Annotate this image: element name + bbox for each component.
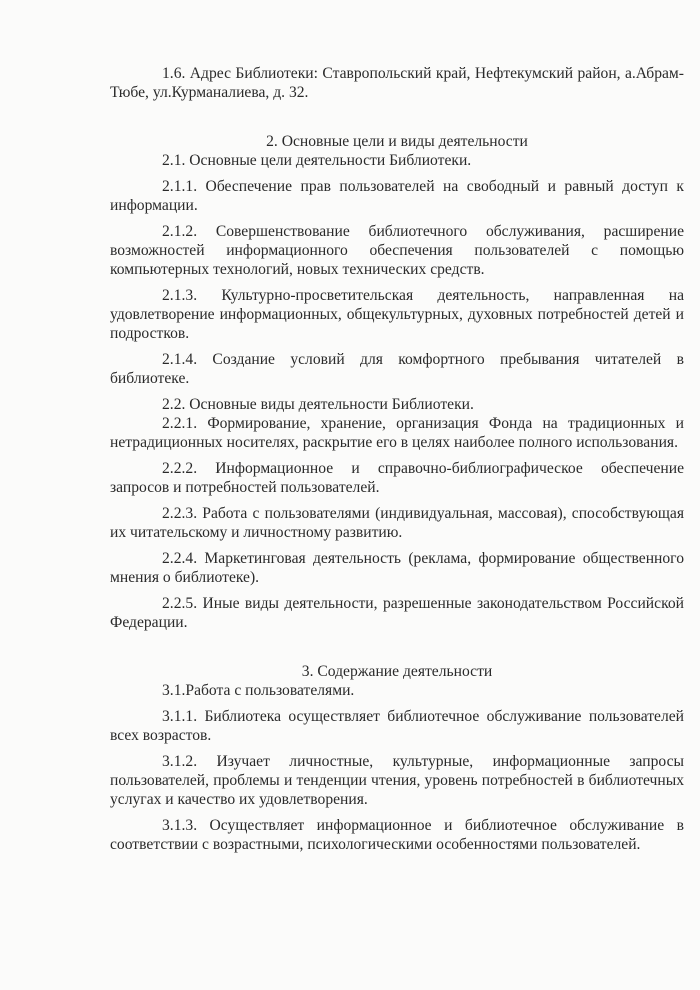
paragraph-2-1-1: 2.1.1. Обеспечение прав пользователей на свободный и равный доступ к информации. <box>110 178 684 214</box>
paragraph-3-1-2: 3.1.2. Изучает личностные, культурные, информационные запросы пользователей, проблемы и тенденции чтения, уровень потребностей в библиотечных услугах и качество их удовлетворения. <box>110 753 684 808</box>
paragraph-2-2-5: 2.2.5. Иные виды деятельности, разрешенные законодательством Российской Федерации. <box>110 595 684 631</box>
paragraph-1-6-address: 1.6. Адрес Библиотеки: Ставропольский край, Нефтекумский район, а.Абрам-Тюбе, ул.Курманалиева, д. 32. <box>110 65 684 101</box>
paragraph-2-1-2: 2.1.2. Совершенствование библиотечного обслуживания, расширение возможностей информационного обеспечения пользователей с помощью компьютерных технологий, новых технических средств. <box>110 223 684 278</box>
paragraph-2-2-1: 2.2.1. Формирование, хранение, организация Фонда на традиционных и нетрадиционных носителях, раскрытие его в целях наиболее полного использования. <box>110 415 684 451</box>
paragraph-2-2-2: 2.2.2. Информационное и справочно-библиографическое обеспечение запросов и потребностей пользователей. <box>110 460 684 496</box>
section-2-heading: 2. Основные цели и виды деятельности <box>266 133 528 150</box>
paragraph-3-1: 3.1.Работа с пользователями. <box>162 682 355 699</box>
paragraph-2-1-4: 2.1.4. Создание условий для комфортного пребывания читателей в библиотеке. <box>110 351 684 387</box>
paragraph-2-1: 2.1. Основные цели деятельности Библиотеки. <box>162 152 472 169</box>
paragraph-2-2-4: 2.2.4. Маркетинговая деятельность (реклама, формирование общественного мнения о библиотеке). <box>110 550 684 586</box>
paragraph-2-1-3: 2.1.3. Культурно-просветительская деятельность, направленная на удовлетворение информационных, общекультурных, духовных потребностей детей и подростков. <box>110 287 684 342</box>
section-3-heading: 3. Содержание деятельности <box>301 663 493 680</box>
paragraph-3-1-1: 3.1.1. Библиотека осуществляет библиотечное обслуживание пользователей всех возрастов. <box>110 708 684 744</box>
paragraph-2-2: 2.2. Основные виды деятельности Библиотеки. <box>162 396 474 413</box>
paragraph-3-1-3: 3.1.3. Осуществляет информационное и библиотечное обслуживание в соответствии с возрастными, психологическими особенностями пользователей. <box>110 817 684 853</box>
document-body <box>110 64 684 854</box>
paragraph-2-2-3: 2.2.3. Работа с пользователями (индивидуальная, массовая), способствующая их читательскому и личностному развитию. <box>110 505 684 541</box>
